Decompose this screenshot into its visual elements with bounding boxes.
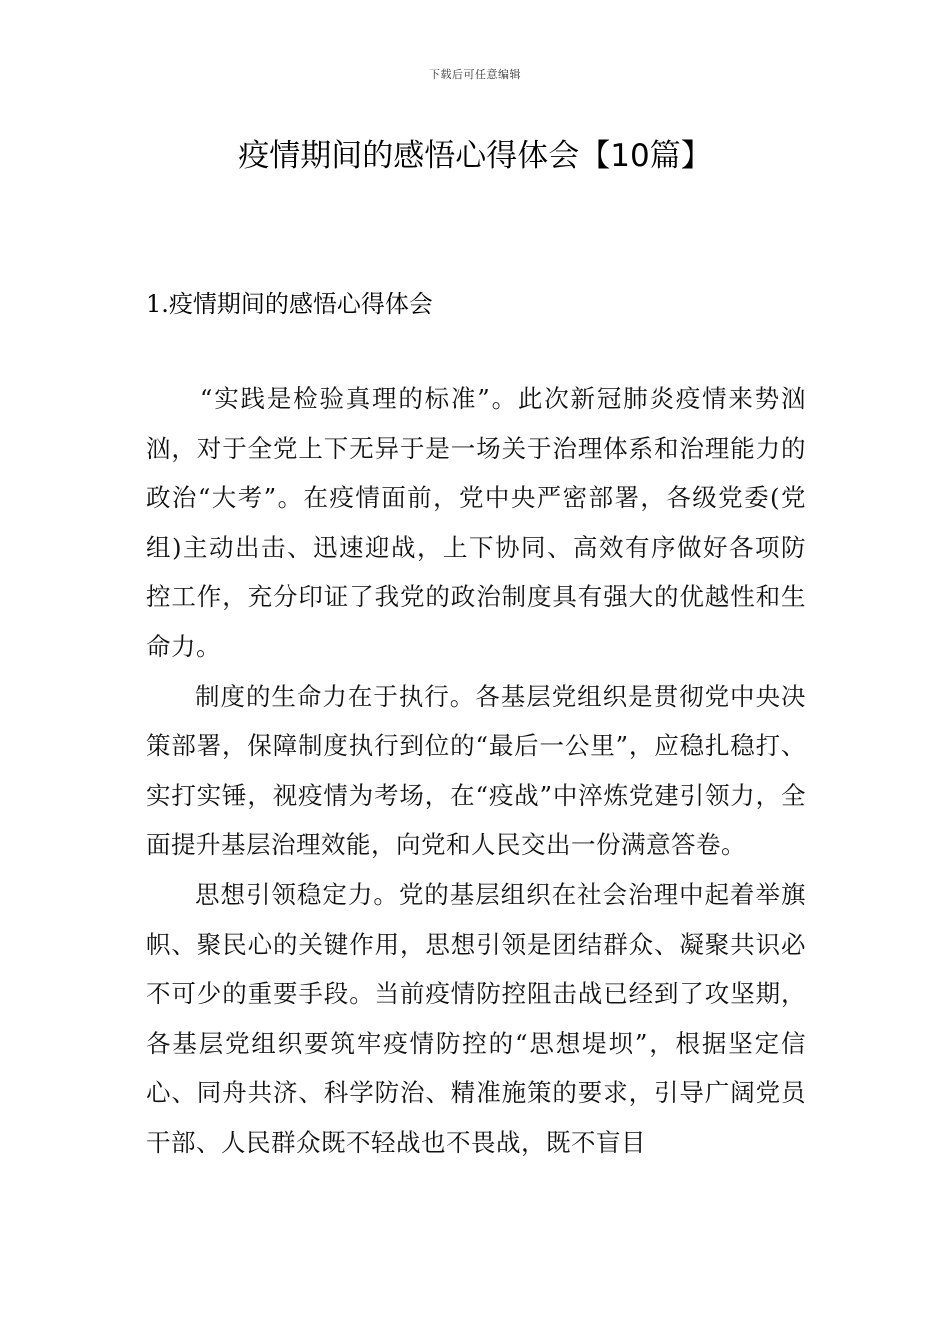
paragraph-2: 制度的生命力在于执行。各基层党组织是贯彻党中央决策部署，保障制度执行到位的“最后一公里”，应稳扎稳打、实打实锤，视疫情为考场，在“疫战”中淬炼党建引领力，全面提升基层治理效能，向党和人民交出一份满意答卷。 <box>146 681 806 860</box>
paragraph-1: “实践是检验真理的标准”。此次新冠肺炎疫情来势汹汹，对于全党上下无异于是一场关于治理体系和治理能力的政治“大考”。在疫情面前，党中央严密部署，各级党委(党组)主动出击、迅速迎战，上下协同、高效有序做好各项防控工作，充分印证了我党的政治制度具有强大的优越性和生命力。 <box>146 384 806 661</box>
document-title: 疫情期间的感悟心得体会【10篇】 <box>238 138 712 174</box>
header-note: 下载后可任意编辑 <box>429 68 521 81</box>
section-body <box>146 374 806 1168</box>
section-heading: 1.疫情期间的感悟心得体会 <box>146 290 433 318</box>
paragraph-3: 思想引领稳定力。党的基层组织在社会治理中起着举旗帜、聚民心的关键作用，思想引领是团结群众、凝聚共识必不可少的重要手段。当前疫情防控阻击战已经到了攻坚期，各基层党组织要筑牢疫情防控的“思想堤坝”，根据坚定信心、同舟共济、科学防治、精准施策的要求，引导广阔党员干部、人民群众既不轻战也不畏战，既不盲目 <box>146 879 806 1157</box>
